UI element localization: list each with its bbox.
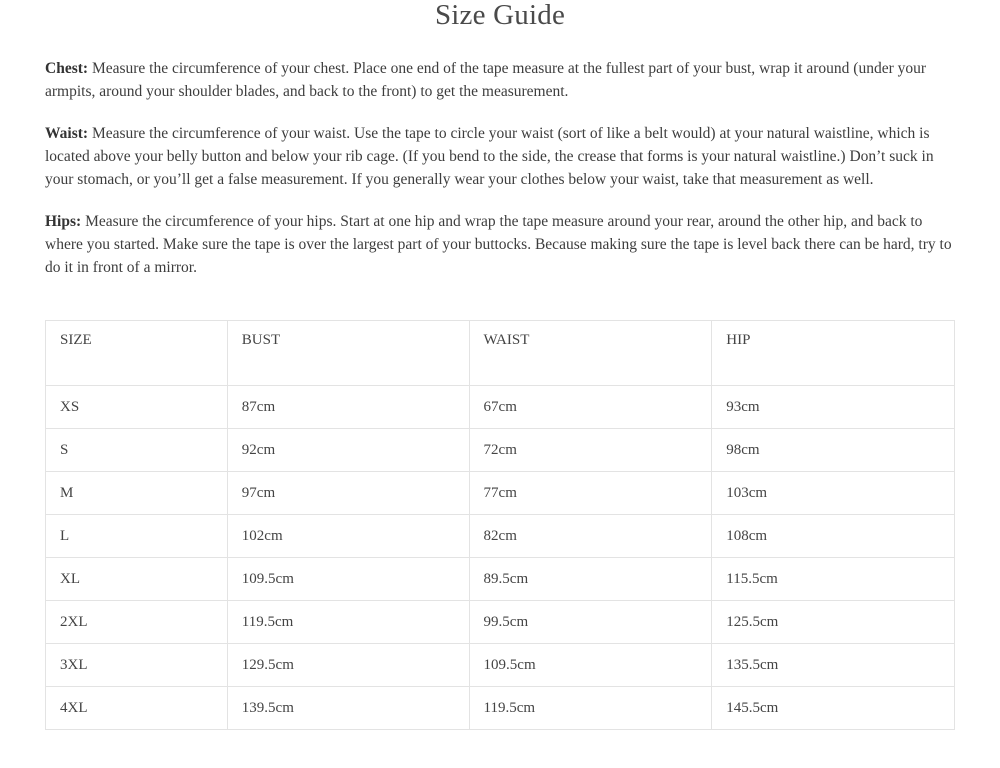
cell-waist: 82cm (469, 515, 712, 558)
cell-waist: 89.5cm (469, 558, 712, 601)
hips-text: Measure the circumference of your hips. Start at one hip and wrap the tape measure around your rear, around the other hip, and back to where you started. Make sure the tape is over the largest part of your buttocks. Because making sure the tape is level back there can be hard, try to do it in front of a mirror. (45, 213, 952, 276)
hips-instructions (45, 210, 955, 279)
cell-hip: 135.5cm (712, 644, 955, 687)
cell-hip: 125.5cm (712, 601, 955, 644)
cell-hip: 93cm (712, 386, 955, 429)
table-row (46, 429, 955, 472)
waist-text: Measure the circumference of your waist. Use the tape to circle your waist (sort of like a belt would) at your natural waistline, which is located above your belly button and below your rib cage. (If you bend to the side, the crease that forms is your natural waistline.) Don’t suck in your stomach, or you’ll get a false measurement. If you generally wear your clothes below your waist, take that measurement as well. (45, 125, 934, 188)
table-row (46, 601, 955, 644)
cell-bust: 109.5cm (227, 558, 469, 601)
cell-hip: 145.5cm (712, 687, 955, 730)
cell-waist: 77cm (469, 472, 712, 515)
table-row (46, 558, 955, 601)
cell-waist: 99.5cm (469, 601, 712, 644)
cell-size: M (46, 472, 228, 515)
chest-text: Measure the circumference of your chest. Place one end of the tape measure at the fullest part of your bust, wrap it around (under your armpits, around your shoulder blades, and back to the front) to get the measurement. (45, 60, 927, 100)
waist-instructions (45, 122, 955, 191)
cell-hip: 103cm (712, 472, 955, 515)
header-hip: HIP (712, 321, 955, 386)
chest-label: Chest: (45, 60, 89, 77)
waist-label: Waist: (45, 125, 89, 142)
cell-bust: 119.5cm (227, 601, 469, 644)
table-row (46, 687, 955, 730)
header-waist: WAIST (469, 321, 712, 386)
cell-bust: 139.5cm (227, 687, 469, 730)
size-table (45, 320, 955, 730)
cell-size: 3XL (46, 644, 228, 687)
cell-bust: 87cm (227, 386, 469, 429)
chest-instructions (45, 57, 955, 103)
hips-label: Hips: (45, 213, 82, 230)
cell-hip: 98cm (712, 429, 955, 472)
table-row (46, 644, 955, 687)
cell-size: 4XL (46, 687, 228, 730)
table-row (46, 472, 955, 515)
header-size: SIZE (46, 321, 228, 386)
cell-size: 2XL (46, 601, 228, 644)
header-bust: BUST (227, 321, 469, 386)
cell-bust: 92cm (227, 429, 469, 472)
table-header-row (46, 321, 955, 386)
size-guide-page (45, 0, 955, 716)
cell-waist: 67cm (469, 386, 712, 429)
cell-hip: 108cm (712, 515, 955, 558)
cell-size: L (46, 515, 228, 558)
table-row (46, 386, 955, 429)
cell-size: S (46, 429, 228, 472)
cell-bust: 97cm (227, 472, 469, 515)
cell-bust: 102cm (227, 515, 469, 558)
table-row (46, 515, 955, 558)
cell-bust: 129.5cm (227, 644, 469, 687)
cell-size: XL (46, 558, 228, 601)
cell-waist: 119.5cm (469, 687, 712, 730)
cell-hip: 115.5cm (712, 558, 955, 601)
page-title: Size Guide (434, 0, 566, 31)
cell-size: XS (46, 386, 228, 429)
cell-waist: 109.5cm (469, 644, 712, 687)
cell-waist: 72cm (469, 429, 712, 472)
